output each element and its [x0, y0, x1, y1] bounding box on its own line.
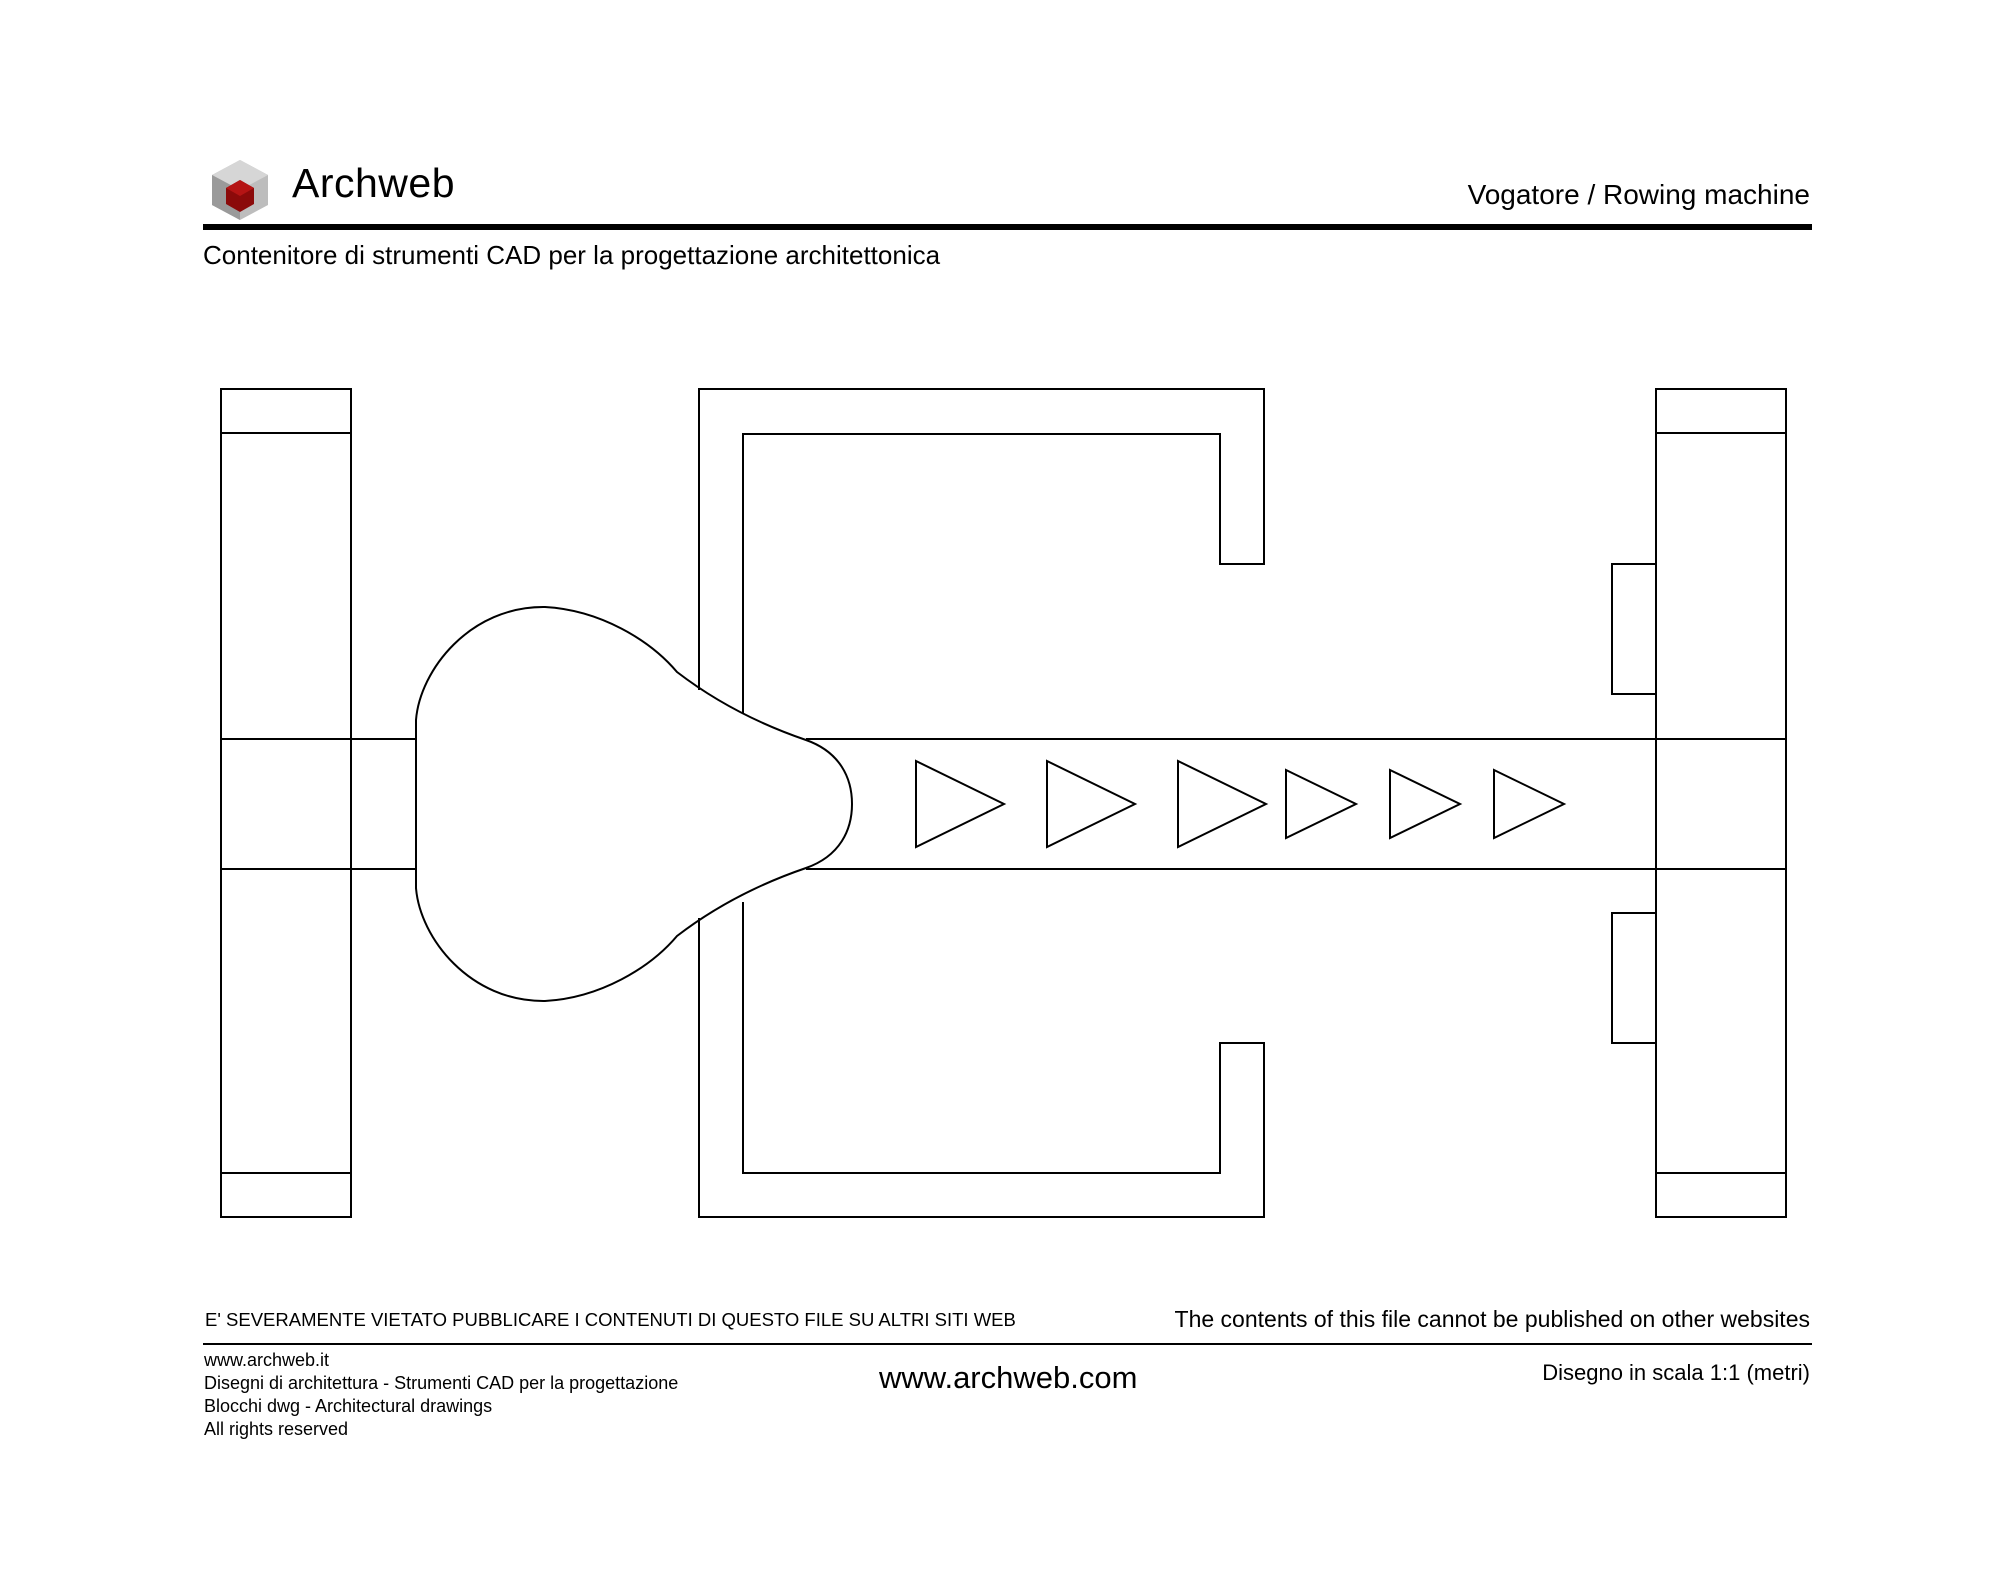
lower-frame: [699, 902, 1264, 1217]
right-stabilizer: [1612, 389, 1786, 1217]
footer-info-line: Disegni di architettura - Strumenti CAD per la progettazione: [204, 1373, 679, 1393]
brand-name: Archweb: [292, 160, 456, 206]
copyright-warning-english: The contents of this file cannot be published on other websites: [1174, 1306, 1810, 1332]
seat: [416, 607, 852, 1001]
copyright-warning-italian: E' SEVERAMENTE VIETATO PUBBLICARE I CONTENUTI DI QUESTO FILE SU ALTRI SITI WEB: [205, 1309, 1016, 1330]
left-stabilizer: [221, 389, 351, 1217]
direction-arrows: [916, 761, 1564, 847]
header-subtitle: Contenitore di strumenti CAD per la progettazione architettonica: [203, 240, 941, 270]
footer-info-line: All rights reserved: [204, 1419, 349, 1439]
drawing-title: Vogatore / Rowing machine: [1467, 179, 1810, 210]
drawing-scale: Disegno in scala 1:1 (metri): [1542, 1360, 1810, 1385]
footer-info: [204, 1349, 678, 1441]
upper-frame: [699, 389, 1264, 713]
footer-rule: [203, 1343, 1812, 1345]
footer-info-line: www.archweb.it: [204, 1350, 330, 1370]
footer-info-line: Blocchi dwg - Architectural drawings: [204, 1396, 493, 1416]
website-link[interactable]: www.archweb.com: [879, 1360, 1138, 1395]
